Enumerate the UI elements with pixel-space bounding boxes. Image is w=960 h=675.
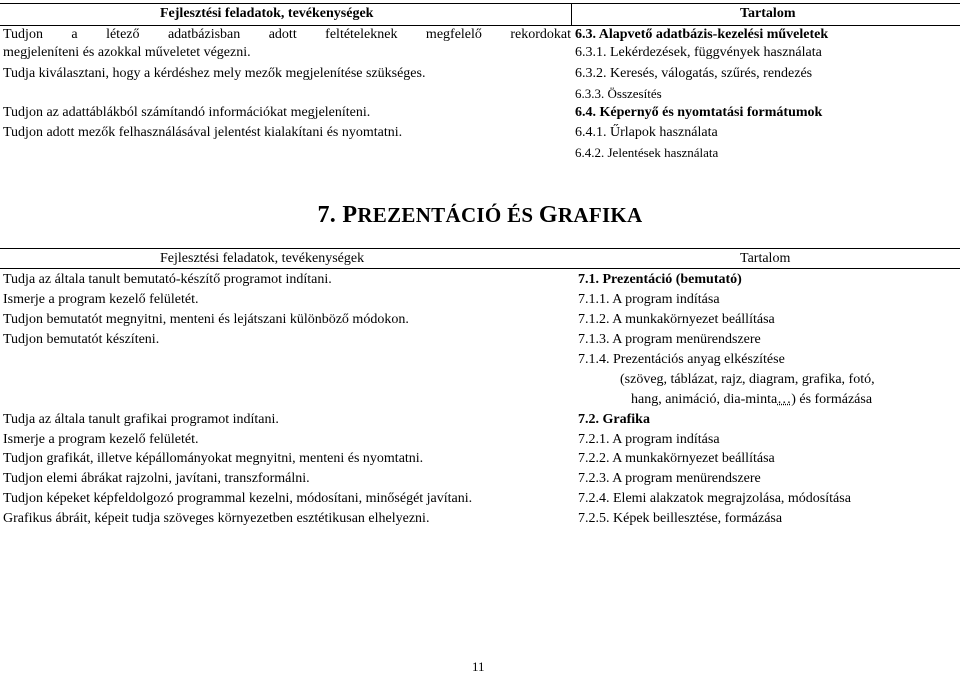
rule xyxy=(0,268,960,269)
table-1-header-right: Tartalom xyxy=(740,6,796,21)
section-title-text: RAFIKA xyxy=(557,203,643,227)
table-2-left-line: Tudjon grafikát, illetve képállományokat megnyitni, menteni és nyomtatni. xyxy=(3,451,424,466)
table-2-left-line: Ismerje a program kezelő felületét. xyxy=(3,432,199,447)
section-title xyxy=(0,202,960,229)
section-initial: P xyxy=(342,202,358,228)
table-2-right-line: 7.2.3. A program menürendszere xyxy=(578,471,761,486)
table-1-right-line: 6.4. Képernyő és nyomtatási formátumok xyxy=(575,105,823,120)
page-number: 11 xyxy=(472,659,485,674)
table-2-left-line: Tudja az általa tanult bemutató-készítő programot indítani. xyxy=(3,272,332,287)
text-run: hang, animáció, dia-minta xyxy=(631,392,778,407)
table-1-right-line: 6.4.1. Űrlapok használata xyxy=(575,125,718,140)
table-1-header-left: Fejlesztési feladatok, tevékenységek xyxy=(160,6,374,21)
table-2-right-line: (szöveg, táblázat, rajz, diagram, grafika, fotó, xyxy=(620,372,875,387)
table-2-right-line: 7.2.1. A program indítása xyxy=(578,432,720,447)
rule xyxy=(0,3,960,4)
table-2-left-line: Grafikus ábráit, képeit tudja szöveges környezetben esztétikusan elhelyezni. xyxy=(3,511,430,526)
rule xyxy=(0,248,960,249)
table-1-right-line: 6.4.2. Jelentések használata xyxy=(575,145,719,160)
table-2-right-line: 7.2. Grafika xyxy=(578,412,650,427)
section-initial: G xyxy=(538,202,558,228)
table-2-right-line: 7.2.4. Elemi alakzatok megrajzolása, módosítása xyxy=(578,491,851,506)
table-2-left-line: Tudja az általa tanult grafikai programot indítani. xyxy=(3,412,279,427)
table-2-header-right: Tartalom xyxy=(740,251,791,266)
table-1-left-line: Tudjon a létező adatbázisban adott feltételeknek megfelelő rekordokat xyxy=(3,27,571,42)
column-divider xyxy=(571,3,572,25)
table-2-right-line: 7.1. Prezentáció (bemutató) xyxy=(578,272,742,287)
table-2-right-line: 7.1.1. A program indítása xyxy=(578,292,720,307)
table-2-right-line: 7.1.3. A program menürendszere xyxy=(578,332,761,347)
table-2-left-line: Tudjon bemutatót megnyitni, menteni és lejátszani különböző módokon. xyxy=(3,312,409,327)
rule xyxy=(0,25,960,26)
text-run: ) és formázása xyxy=(791,392,873,407)
section-number: 7. xyxy=(317,202,343,228)
table-1-left-line: Tudjon az adattáblákból számítandó információkat megjeleníteni. xyxy=(3,105,371,120)
table-1-left-line: Tudja kiválasztani, hogy a kérdéshez mely mezők megjelenítése szükséges. xyxy=(3,66,426,81)
table-2-header-left: Fejlesztési feladatok, tevékenységek xyxy=(160,251,365,266)
table-1-left-line: megjeleníteni és azokkal műveletet végezni. xyxy=(3,45,251,60)
table-1-left-line: Tudjon adott mezők felhasználásával jelentést kialakítani és nyomtatni. xyxy=(3,125,403,140)
table-2-left-line: Tudjon bemutatót készíteni. xyxy=(3,332,160,347)
table-2-right-line xyxy=(631,393,872,407)
table-2-right-line: 7.2.2. A munkakörnyezet beállítása xyxy=(578,451,775,466)
table-2-left-line: Ismerje a program kezelő felületét. xyxy=(3,292,199,307)
table-1-right-line: 6.3. Alapvető adatbázis-kezelési műveletek xyxy=(575,27,829,42)
table-2-left-line: Tudjon képeket képfeldolgozó programmal kezelni, módosítani, minőségét javítani. xyxy=(3,491,473,506)
table-1-right-line: 6.3.2. Keresés, válogatás, szűrés, rendezés xyxy=(575,66,813,81)
table-1-right-line: 6.3.3. Összesítés xyxy=(575,86,662,101)
table-2-right-line: 7.1.4. Prezentációs anyag elkészítése xyxy=(578,352,785,367)
table-2-right-line: 7.1.2. A munkakörnyezet beállítása xyxy=(578,312,775,327)
section-title-text: REZENTÁCIÓ ÉS xyxy=(357,203,539,227)
table-2-left-line: Tudjon elemi ábrákat rajzolni, javítani, transzformálni. xyxy=(3,471,310,486)
ellipsis: … xyxy=(777,392,792,407)
table-2-right-line: 7.2.5. Képek beillesztése, formázása xyxy=(578,511,783,526)
table-1-right-line: 6.3.1. Lekérdezések, függvények használata xyxy=(575,45,822,60)
